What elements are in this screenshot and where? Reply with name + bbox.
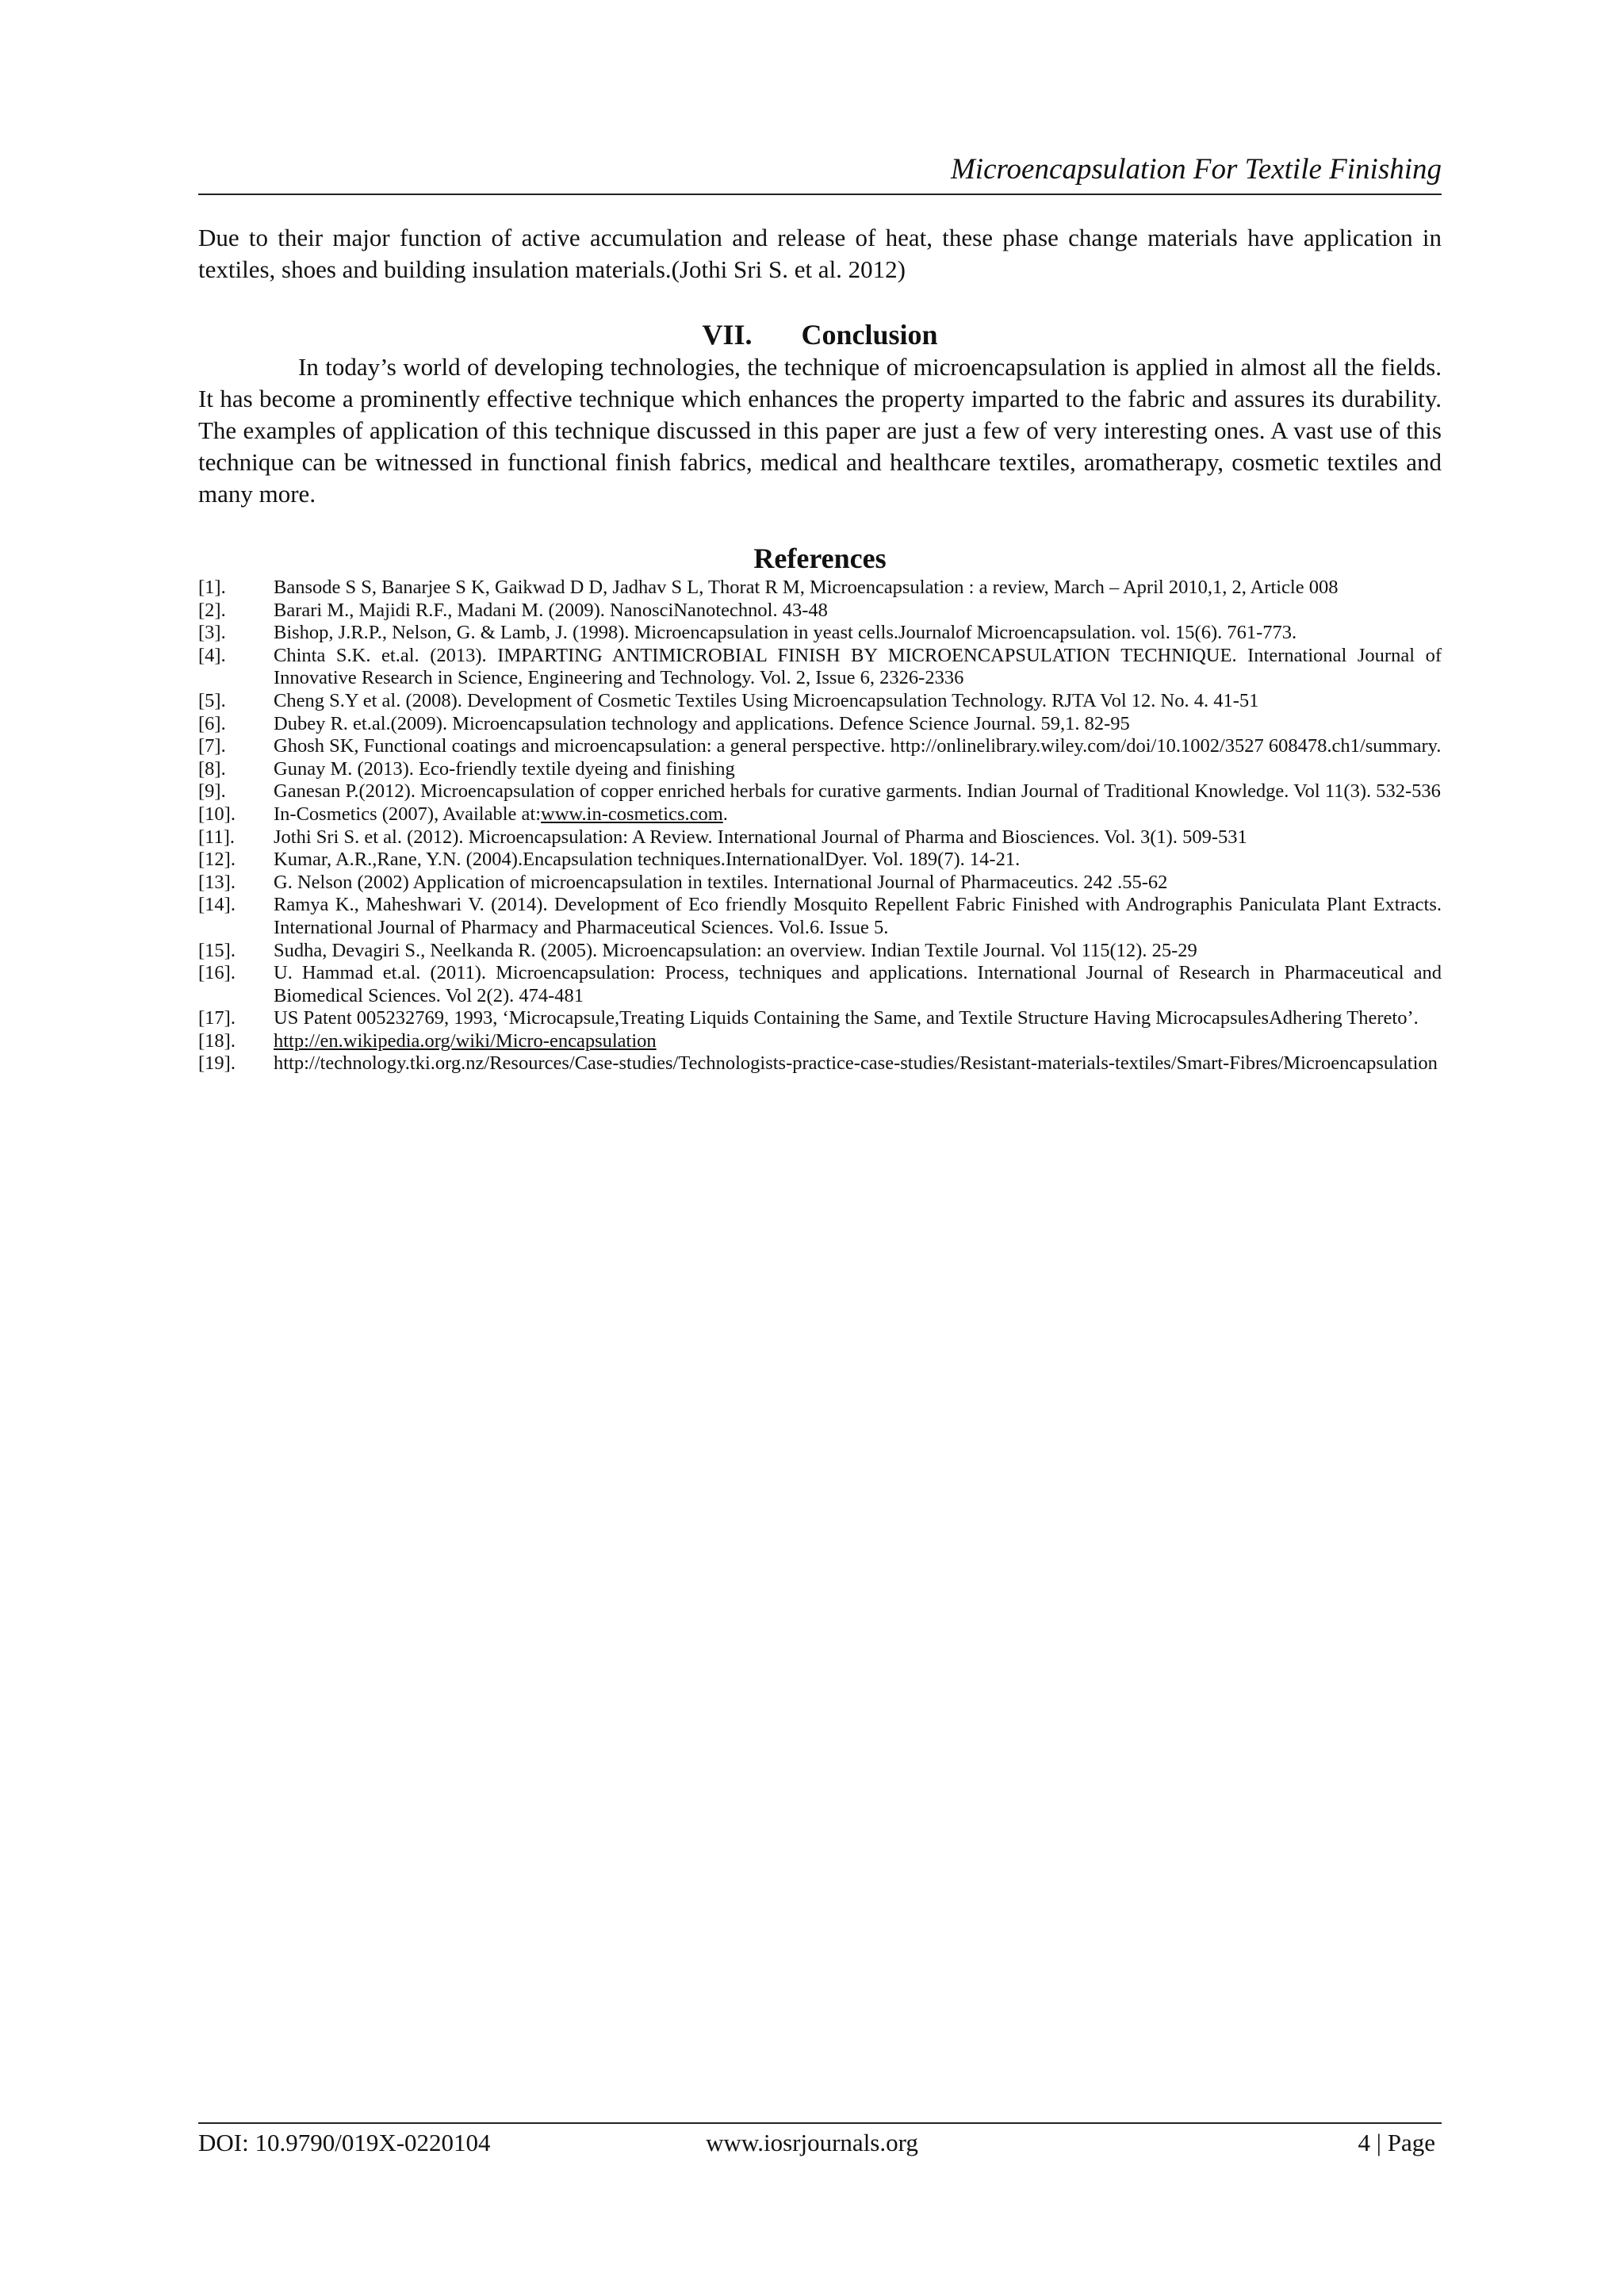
reference-text (274, 690, 1442, 713)
reference-text (274, 713, 1442, 736)
reference-citation: Gunay M. (2013). Eco-friendly textile dyeing and finishing (274, 757, 735, 780)
reference-item (198, 600, 1442, 623)
intro-paragraph: Due to their major function of active accumulation and release of heat, these phase change materials have application in textiles, shoes and building insulation materials.(Jothi Sri S. et al. 2012) (198, 224, 1442, 283)
reference-number: [18]. (198, 1029, 236, 1052)
reference-text (274, 645, 1442, 690)
reference-link-suffix: . (722, 803, 728, 825)
reference-list (198, 577, 1442, 1075)
section-heading (198, 317, 1442, 352)
reference-link[interactable]: www.in-cosmetics.com (541, 803, 723, 825)
reference-citation: In-Cosmetics (2007), Available at: (274, 803, 542, 825)
reference-citation: Jothi Sri S. et al. (2012). Microencapsulation: A Review. International Journal of Pharma and Biosciences. Vol. 3(1). 509-531 (274, 826, 1247, 848)
reference-citation: Cheng S.Y et al. (2008). Development of Cosmetic Textiles Using Microencapsulation Technology. RJTA Vol 12. No. 4. 41-51 (274, 689, 1259, 711)
reference-number: [5]. (198, 689, 226, 711)
reference-item (198, 577, 1442, 600)
reference-citation: Ganesan P.(2012). Microencapsulation of copper enriched herbals for curative garments. Indian Journal of Traditional Knowledge. Vol 11(3). 532-536 (274, 780, 1441, 803)
reference-number: [3]. (198, 622, 226, 644)
reference-link[interactable]: http://en.wikipedia.org/wiki/Micro-encapsulation (274, 1029, 657, 1052)
reference-text (274, 849, 1442, 872)
reference-item (198, 622, 1442, 645)
reference-number: [17]. (198, 1007, 236, 1029)
reference-text (274, 803, 1442, 826)
reference-text (274, 600, 1442, 623)
reference-text (274, 962, 1442, 1007)
reference-number: [9]. (198, 780, 226, 803)
reference-citation: Chinta S.K. et.al. (2013). IMPARTING ANTIMICROBIAL FINISH BY MICROENCAPSULATION TECHNIQUE. International Journal of Innovative Research in Science, Engineering and Technology. Vol. 2, Issue 6, 2326-2336 (274, 644, 1442, 689)
reference-number: [6]. (198, 712, 226, 734)
reference-text (274, 1052, 1442, 1075)
reference-citation: Barari M., Majidi R.F., Madani M. (2009). NanosciNanotechnol. 43-48 (274, 599, 828, 621)
reference-citation: Ramya K., Maheshwari V. (2014). Development of Eco friendly Mosquito Repellent Fabric Finished with Andrographis Paniculata Plant Extracts. International Journal of Pharmacy and Pharmaceutical Sciences. Vol.6. Issue 5. (274, 894, 1442, 938)
reference-item (198, 940, 1442, 963)
reference-item (198, 962, 1442, 1007)
reference-number: [2]. (198, 599, 226, 621)
reference-item (198, 1030, 1442, 1053)
reference-item (198, 1007, 1442, 1030)
footer-website[interactable]: www.iosrjournals.org (706, 2129, 918, 2156)
reference-item (198, 713, 1442, 736)
reference-item (198, 826, 1442, 849)
section-title: Conclusion (801, 319, 938, 351)
reference-number: [12]. (198, 849, 236, 871)
reference-number: [4]. (198, 644, 226, 666)
reference-number: [14]. (198, 894, 236, 916)
reference-item (198, 872, 1442, 895)
reference-item (198, 645, 1442, 690)
references-heading: References (753, 542, 887, 574)
reference-number: [15]. (198, 939, 236, 961)
reference-text (274, 940, 1442, 963)
reference-citation: Bansode S S, Banarjee S K, Gaikwad D D, Jadhav S L, Thorat R M, Microencapsulation : a review, March – April 2010,1, 2, Article 008 (274, 577, 1339, 598)
reference-item (198, 690, 1442, 713)
reference-number: [19]. (198, 1052, 236, 1075)
reference-text (274, 872, 1442, 895)
header-rule (198, 194, 1442, 195)
reference-number: [10]. (198, 803, 236, 825)
reference-citation: Kumar, A.R.,Rane, Y.N. (2004).Encapsulation techniques.InternationalDyer. Vol. 189(7). 14-21. (274, 849, 1021, 871)
conclusion-paragraph: In today’s world of developing technologies, the technique of microencapsulation is applied in almost all the fields. It has become a prominently effective technique which enhances the property imparted to the fabric and assures its durability. The examples of application of this technique discussed in this paper are just a few of very interesting ones. A vast use of this technique can be witnessed in functional finish fabrics, medical and healthcare textiles, aromatherapy, cosmetic textiles and many more. (198, 353, 1442, 508)
footer-rule (198, 2122, 1442, 2124)
reference-citation: Dubey R. et.al.(2009). Microencapsulation technology and applications. Defence Science Journal. 59,1. 82-95 (274, 712, 1130, 734)
reference-number: [16]. (198, 962, 236, 984)
reference-text (274, 1030, 1442, 1053)
reference-text (274, 622, 1442, 645)
reference-item (198, 780, 1442, 803)
reference-item (198, 735, 1442, 758)
reference-text (274, 894, 1442, 939)
reference-citation: Bishop, J.R.P., Nelson, G. & Lamb, J. (1998). Microencapsulation in yeast cells.Journalof Microencapsulation. vol. 15(6). 761-773. (274, 622, 1297, 644)
reference-citation: Ghosh SK, Functional coatings and microencapsulation: a general perspective. http://onlinelibrary.wiley.com/doi/10.1002/3527 608478.ch1/summary. (274, 735, 1442, 757)
reference-number: [7]. (198, 735, 226, 757)
footer-page-number: 4 | Page (1358, 2129, 1435, 2156)
reference-number: [13]. (198, 871, 236, 893)
reference-number: [11]. (198, 826, 236, 848)
reference-citation: US Patent 005232769, 1993, ‘Microcapsule,Treating Liquids Containing the Same, and Textile Structure Having MicrocapsulesAdhering Thereto’. (274, 1007, 1419, 1029)
reference-text (274, 735, 1442, 758)
reference-item (198, 758, 1442, 781)
reference-text (274, 758, 1442, 781)
running-title: Microencapsulation For Textile Finishing (950, 153, 1442, 186)
reference-item (198, 849, 1442, 872)
reference-text (274, 577, 1442, 600)
reference-number: [1]. (198, 577, 226, 598)
reference-item (198, 803, 1442, 826)
section-number: VII. (702, 319, 753, 351)
reference-citation: Sudha, Devagiri S., Neelkanda R. (2005). Microencapsulation: an overview. Indian Textile Journal. Vol 115(12). 25-29 (274, 939, 1197, 961)
reference-number: [8]. (198, 757, 226, 780)
footer-doi: DOI: 10.9790/019X-0220104 (198, 2129, 491, 2156)
reference-text (274, 1007, 1442, 1030)
reference-item (198, 894, 1442, 939)
reference-citation: U. Hammad et.al. (2011). Microencapsulation: Process, techniques and applications. International Journal of Research in Pharmaceutical and Biomedical Sciences. Vol 2(2). 474-481 (274, 962, 1442, 1006)
reference-citation: G. Nelson (2002) Application of microencapsulation in textiles. International Journal of Pharmaceutics. 242 .55-62 (274, 871, 1168, 893)
reference-text (274, 780, 1442, 803)
reference-item (198, 1052, 1442, 1075)
reference-citation: http://technology.tki.org.nz/Resources/Case-studies/Technologists-practice-case-studies/Resistant-materials-textiles/Smart-Fibres/Microencapsulation (274, 1052, 1438, 1075)
reference-text (274, 826, 1442, 849)
